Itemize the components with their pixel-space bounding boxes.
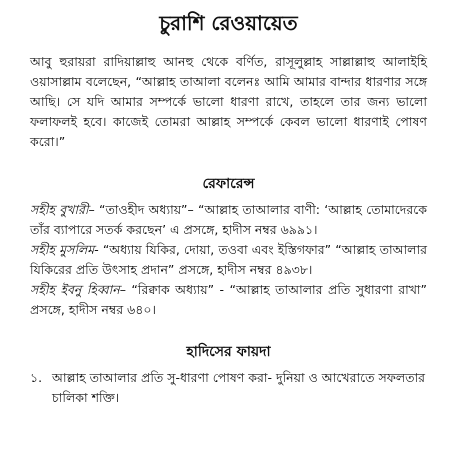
reference-book: সহীহ বুখারী– [30,202,95,217]
reference-item [30,200,427,240]
reference-item [30,240,427,280]
benefit-number: ১. [30,370,43,385]
benefit-text: আল্লাহ তাআলার প্রতি সু-ধারণা পোষণ করা- দুনিয়া ও আখেরাতে সফলতার চালিকা শক্তি। [52,370,426,405]
hadith-text: আবু হুরায়রা রাদিয়াল্লাহু আনহু থেকে বর্ণিত, রাসূলুল্লাহ সাল্লাল্লাহু আলাইহি ওয়াসাল্লাম বলেছেন, “আল্লাহ তাআলা বলেনঃ আমি আমার বান্দার ধারণার সঙ্গে আছি। সে যদি আমার সম্পর্কে ভালো ধারণা রাখে, তাহলে তার জন্য ভালো ফলাফলই হবে। কাজেই তোমরা আল্লাহ সম্পর্কে কেবল ভালো ধারণাই পোষণ করো।” [30,54,427,149]
reference-text: “তাওহীদ অধ্যায়”– “আল্লাহ তাআলার বাণী: ‘আল্লাহ তোমাদেরকে তাঁর ব্যাপারে সতর্ক করছেন’ এ প্রসঙ্গে, হাদীস নম্বর ৬৯৯১। [30,202,427,237]
benefits-list [30,368,427,408]
reference-book: সহীহ মুসলিম- [30,242,99,257]
references-heading: রেফারেন্স [202,176,255,192]
benefit-item [30,368,427,408]
benefits-heading: হাদিসের ফায়দা [186,344,271,360]
page-title: চুরাশি রেওয়ায়েত [159,11,298,35]
reference-text: “রিক্বাক অধ্যায়” - “আল্লাহ তাআলার প্রতি সুধারণা রাখা” প্রসঙ্গে, হাদীস নম্বর ৬৪০। [30,282,427,317]
reference-item [30,280,427,320]
references-list [30,200,427,320]
reference-text: “অধ্যায় যিকির, দোয়া, তওবা এবং ইস্তিগফার” “আল্লাহ তাআলার যিকিরের প্রতি উৎসাহ প্রদান” প্রসঙ্গে, হাদীস নম্বর ৪৯৩৮। [30,242,427,277]
reference-book: সহীহ ইবনু হিব্বান– [30,282,126,297]
